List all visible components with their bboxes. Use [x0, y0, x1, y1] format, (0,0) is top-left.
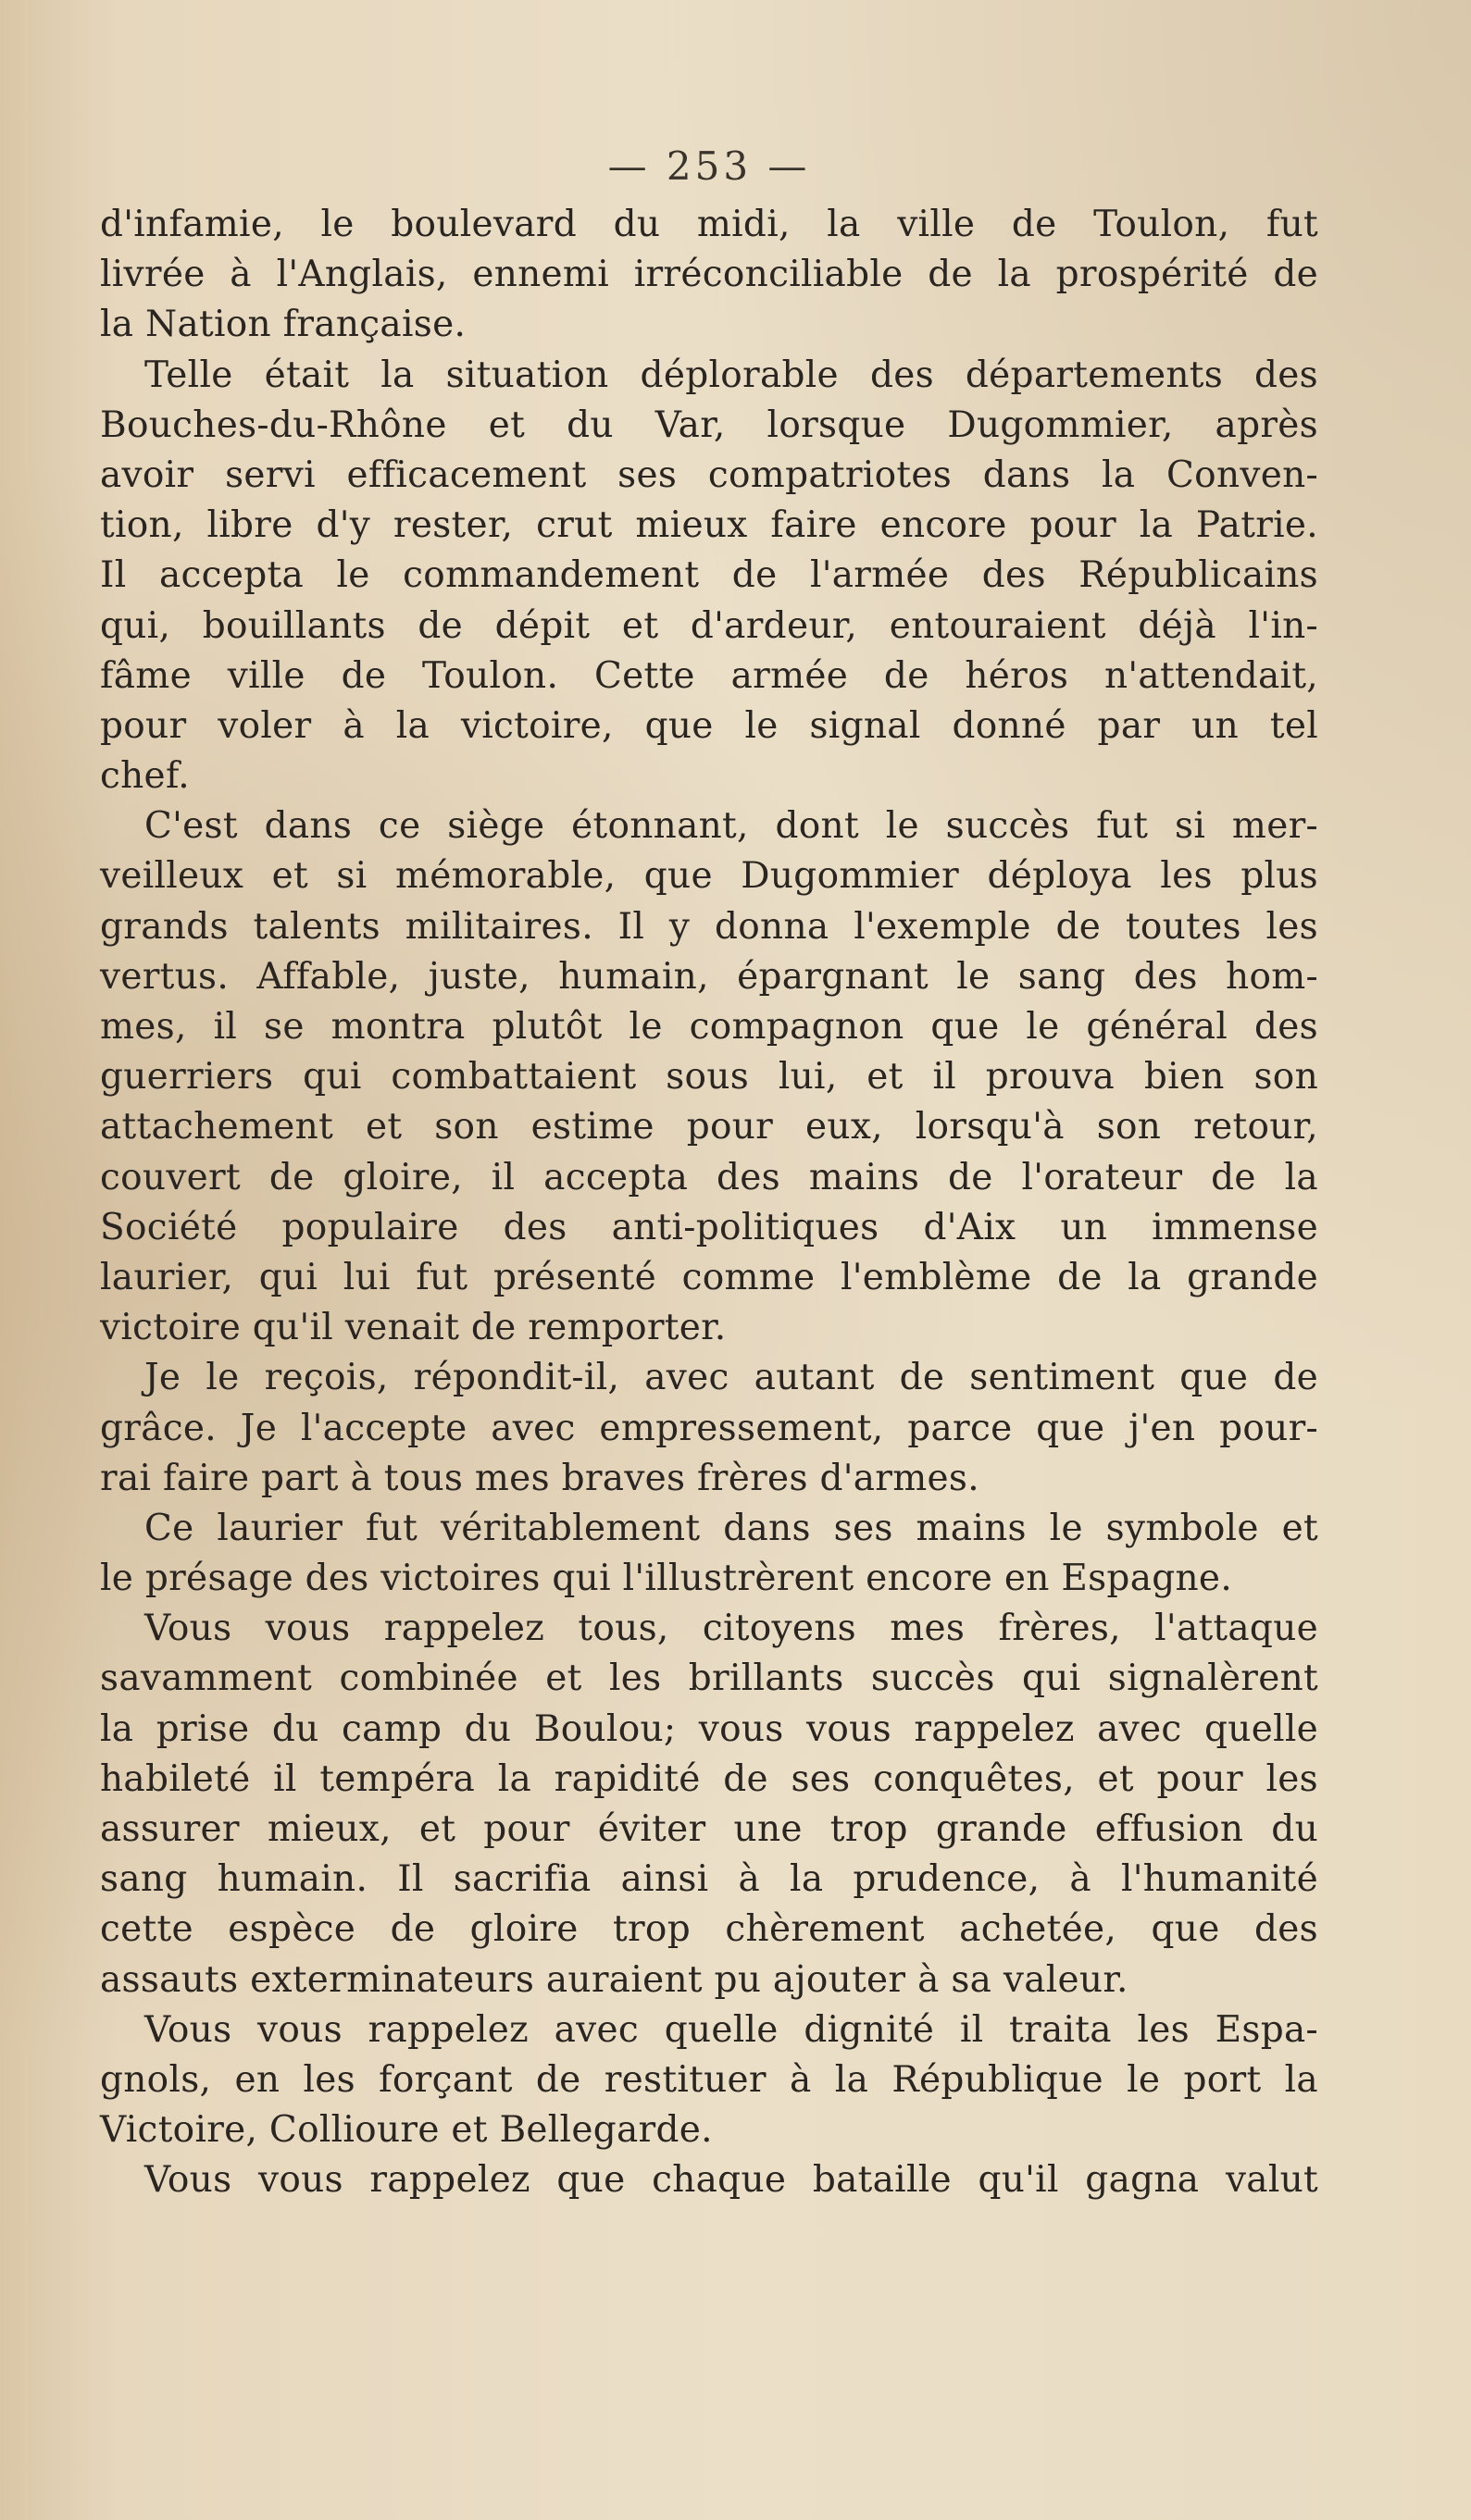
text-line: la Nation française.	[100, 304, 467, 346]
text-line: Il accepta le commandement de l'armée des Républicains	[100, 554, 1318, 597]
text-line: laurier, qui lui fut présenté comme l'emblème de la grande	[100, 1256, 1318, 1298]
text-line: cette espèce de gloire trop chèrement achetée, que des	[100, 1908, 1318, 1951]
text-line: attachement et son estime pour eux, lorsqu'à son retour,	[100, 1106, 1318, 1148]
text-line: Société populaire des anti-politiques d'Aix un immense	[100, 1206, 1318, 1248]
text-line: tion, libre d'y rester, crut mieux faire encore pour la Patrie.	[100, 504, 1318, 547]
text-line: grâce. Je l'accepte avec empressement, parce que j'en pour-	[100, 1407, 1318, 1449]
text-line: vertus. Affable, juste, humain, épargnant le sang des hom-	[100, 955, 1318, 998]
body-text	[100, 200, 1318, 2206]
text-line: gnols, en les forçant de restituer à la République le port la	[100, 2058, 1318, 2101]
text-line: Vous vous rappelez avec quelle dignité il traita les Espa-	[144, 2008, 1318, 2051]
text-line: grands talents militaires. Il y donna l'exemple de toutes les	[100, 905, 1318, 948]
text-line: guerriers qui combattaient sous lui, et il prouva bien son	[100, 1056, 1318, 1099]
text-line: pour voler à la victoire, que le signal donné par un tel	[100, 704, 1318, 747]
book-page	[100, 139, 1318, 2206]
text-line: assauts exterminateurs auraient pu ajouter à sa valeur.	[100, 1958, 1128, 2001]
text-line: mes, il se montra plutôt le compagnon que le général des	[100, 1006, 1318, 1048]
text-line: chef.	[100, 755, 190, 798]
text-line: Vous vous rappelez que chaque bataille qu'il gagna valut	[144, 2159, 1318, 2202]
text-line: Telle était la situation déplorable des départements des	[144, 354, 1318, 396]
text-line: fâme ville de Toulon. Cette armée de héros n'attendait,	[100, 654, 1318, 697]
text-line: le présage des victoires qui l'illustrèrent encore en Espagne.	[100, 1558, 1233, 1600]
text-line: livrée à l'Anglais, ennemi irréconciliable de la prospérité de	[100, 254, 1318, 296]
text-line: assurer mieux, et pour éviter une trop grande effusion du	[100, 1808, 1318, 1850]
text-line: sang humain. Il sacrifia ainsi à la prudence, à l'humanité	[100, 1858, 1318, 1901]
text-line: Je le reçois, répondit-il, avec autant de sentiment que de	[144, 1357, 1318, 1399]
text-line: C'est dans ce siège étonnant, dont le succès fut si mer-	[144, 805, 1318, 848]
text-line: veilleux et si mémorable, que Dugommier déploya les plus	[100, 855, 1318, 898]
text-line: qui, bouillants de dépit et d'ardeur, entouraient déjà l'in-	[100, 604, 1318, 647]
text-line: victoire qu'il venait de remporter.	[100, 1307, 727, 1349]
text-line: savamment combinée et les brillants succès qui signalèrent	[100, 1657, 1318, 1700]
text-line: habileté il tempéra la rapidité de ses conquêtes, et pour les	[100, 1757, 1318, 1800]
page-number: — 253 —	[607, 143, 811, 189]
text-line: Bouches-du-Rhône et du Var, lorsque Dugommier, après	[100, 403, 1318, 446]
text-line: Ce laurier fut véritablement dans ses mains le symbole et	[144, 1507, 1318, 1549]
text-line: couvert de gloire, il accepta des mains de l'orateur de la	[100, 1156, 1318, 1198]
text-line: Vous vous rappelez tous, citoyens mes frères, l'attaque	[144, 1608, 1318, 1650]
text-line: d'infamie, le boulevard du midi, la ville de Toulon, fut	[100, 204, 1318, 245]
text-line: la prise du camp du Boulou; vous vous rappelez avec quelle	[100, 1707, 1318, 1750]
text-line: rai faire part à tous mes braves frères d'armes.	[100, 1457, 979, 1499]
text-line: avoir servi efficacement ses compatriotes dans la Conven-	[100, 453, 1318, 496]
text-line: Victoire, Collioure et Bellegarde.	[100, 2109, 713, 2152]
